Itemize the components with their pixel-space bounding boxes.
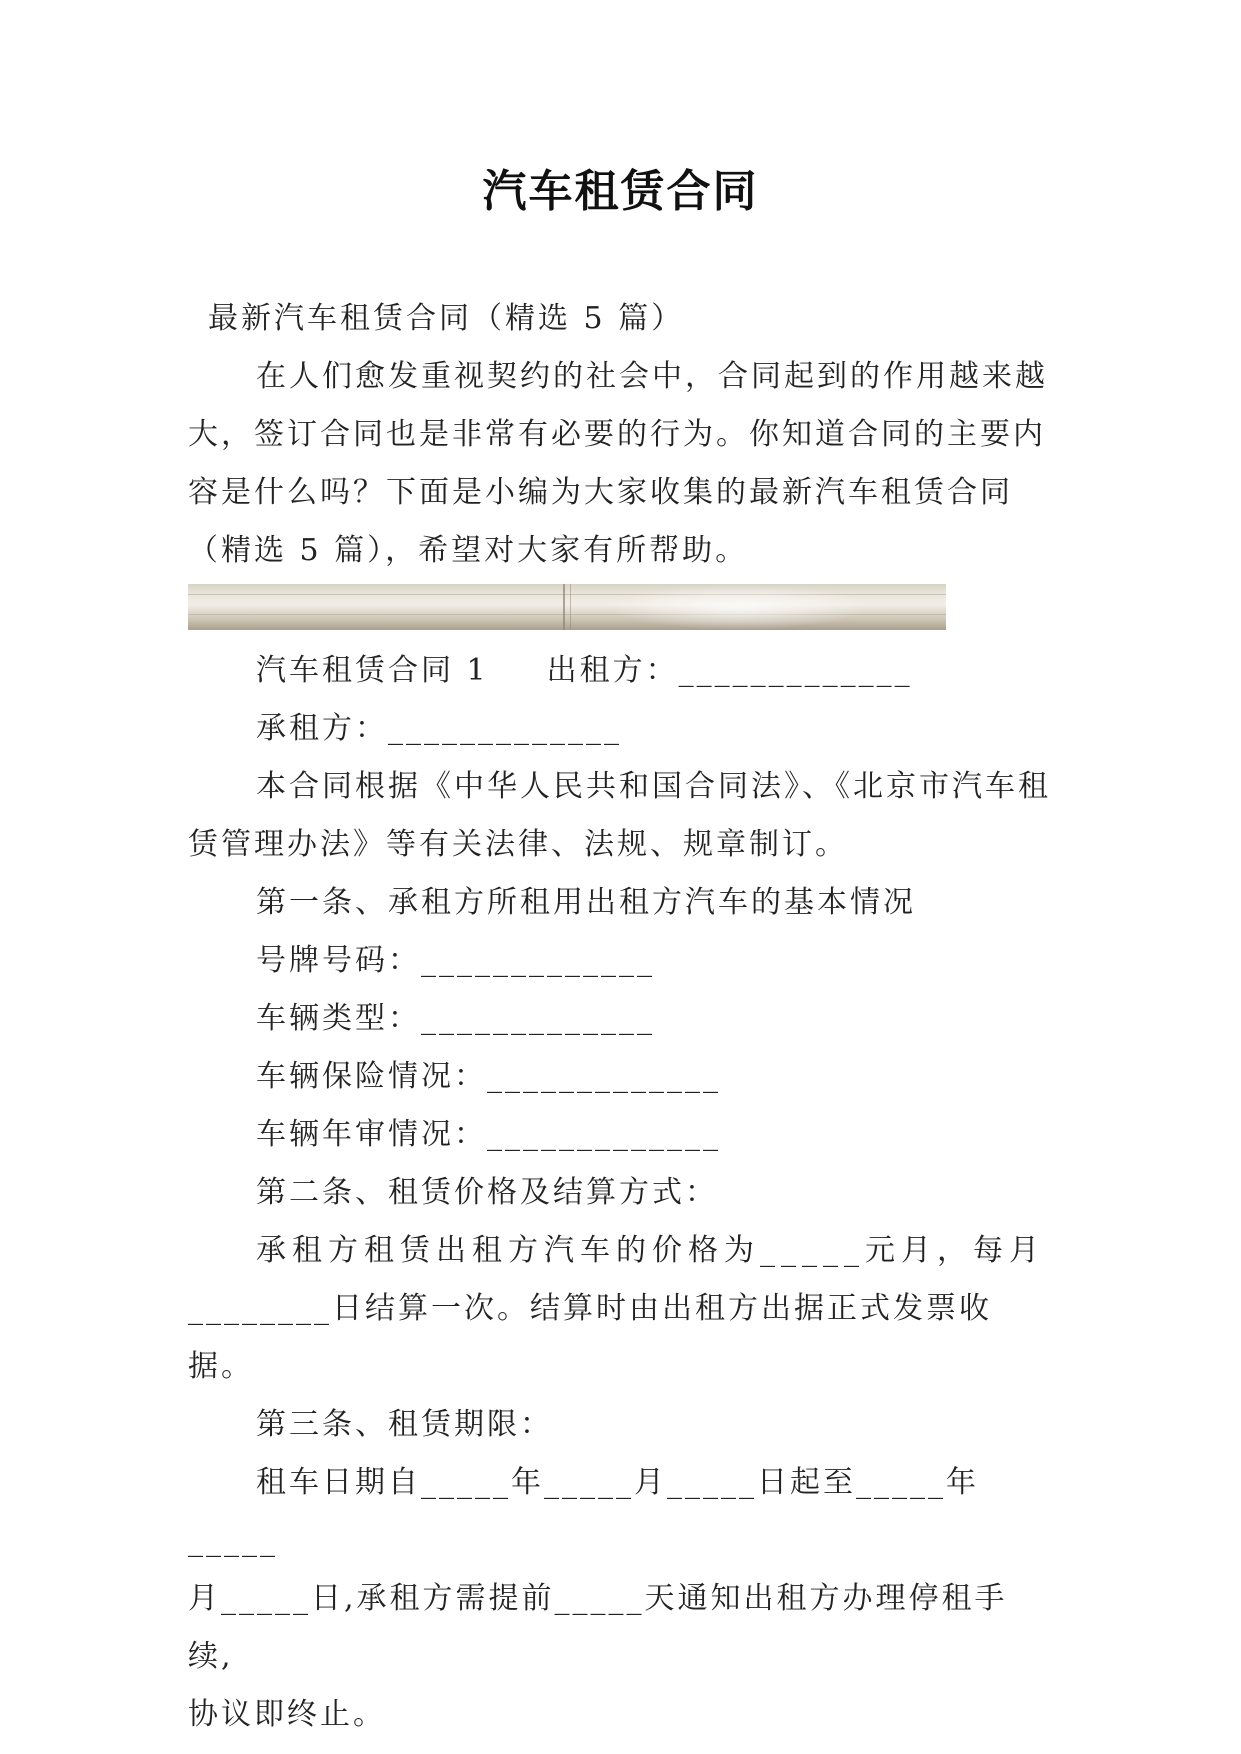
subtitle: 最新汽车租赁合同（精选 5 篇）	[208, 301, 685, 336]
decorative-floor-image	[188, 584, 946, 630]
lessee-field: 承租方：_____________	[256, 711, 622, 746]
insurance-status-field: 车辆保险情况：_____________	[256, 1059, 721, 1094]
intro-line-3: 容是什么吗？下面是小编为大家收集的最新汽车租赁合同	[188, 475, 1013, 510]
plate-number-field: 号牌号码：_____________	[256, 943, 655, 978]
contract-basis-line-1: 本合同根据《中华人民共和国合同法》、《北京市汽车租	[256, 769, 1051, 804]
intro-line-2: 大，签订合同也是非常有必要的行为。你知道合同的主要内	[188, 417, 1046, 452]
intro-line-1: 在人们愈发重视契约的社会中，合同起到的作用越来越	[256, 359, 1048, 394]
term-line-2: 月_____日,承租方需提前_____天通知出租方办理停租手续,	[188, 1581, 1008, 1674]
document-body	[188, 290, 1053, 1744]
term-line-3: 协议即终止。	[188, 1697, 386, 1732]
contract-basis-line-2: 赁管理办法》等有关法律、法规、规章制订。	[188, 827, 848, 862]
price-line-2: ________日结算一次。结算时由出租方出据正式发票收据。	[188, 1291, 992, 1384]
vehicle-type-field: 车辆类型：_____________	[256, 1001, 655, 1036]
article-3-heading: 第三条、租赁期限：	[256, 1407, 553, 1442]
article-2-heading: 第二条、租赁价格及结算方式：	[256, 1175, 718, 1210]
contract-heading-line	[188, 642, 1053, 700]
price-line-1: 承租方租赁出租方汽车的价格为_____元月，每月	[256, 1233, 1045, 1268]
intro-line-4: （精选 5 篇），希望对大家有所帮助。	[188, 533, 749, 568]
contract-1-heading: 汽车租赁合同 1	[256, 653, 489, 688]
annual-review-field: 车辆年审情况：_____________	[256, 1117, 721, 1152]
document-title: 汽车租赁合同	[482, 166, 759, 217]
article-1-heading: 第一条、承租方所租用出租方汽车的基本情况	[256, 885, 916, 920]
lessor-field: 出租方：_____________	[546, 653, 913, 688]
term-line-1: 租车日期自_____年_____月_____日起至_____年_____	[188, 1465, 979, 1558]
